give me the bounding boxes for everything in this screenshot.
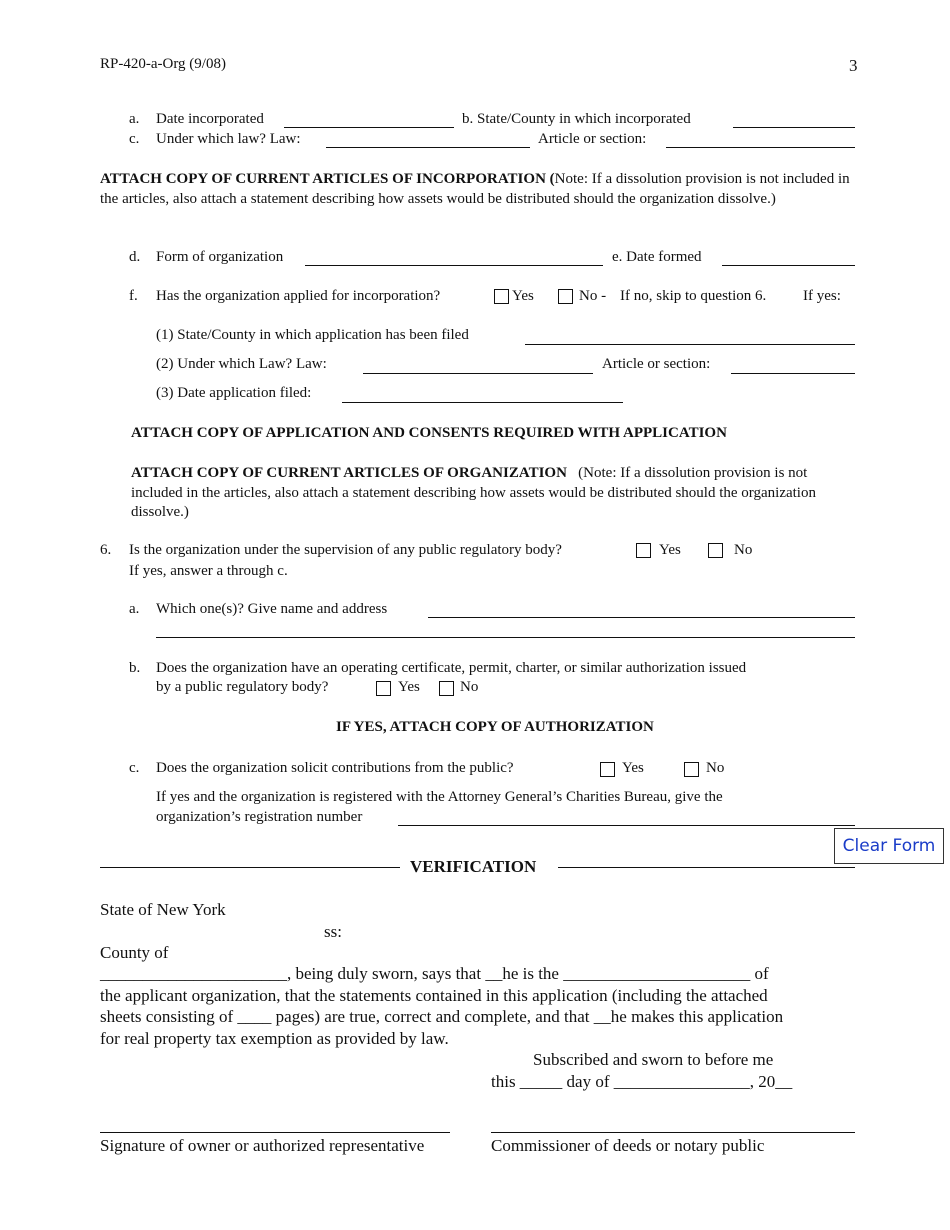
application-law-field[interactable] — [363, 373, 593, 374]
attach-articles-heading: ATTACH COPY OF CURRENT ARTICLES OF INCORPORATION ( — [100, 171, 555, 187]
application-date-field[interactable] — [342, 402, 623, 403]
attach-organization-note — [131, 464, 861, 523]
application-state-county-field[interactable] — [525, 344, 855, 345]
application-law-label: (2) Under which Law? Law: — [156, 356, 327, 372]
applied-yes-label: Yes — [512, 288, 534, 304]
attach-articles-note — [100, 170, 860, 209]
date-incorporated-field[interactable] — [284, 127, 454, 128]
notary-signature-field[interactable] — [491, 1132, 855, 1133]
law-label: Under which law? Law: — [156, 131, 301, 147]
registration-number-field[interactable] — [398, 825, 855, 826]
regulatory-yes-checkbox[interactable] — [636, 543, 651, 558]
sworn-statement-line2: the applicant organization, that the statements contained in this application (including the attached — [100, 986, 768, 1005]
regulatory-body-name-field[interactable] — [428, 617, 855, 618]
authorization-question-line1: Does the organization have an operating certificate, permit, charter, or similar authorization issued — [156, 660, 747, 676]
attach-organization-note-text: (Note: If a dissolution provision is not included in the articles, also attach a statement describing how assets would be distributed should the organization dissolve.) — [131, 465, 816, 520]
state-county-incorporated-field[interactable] — [733, 127, 855, 128]
sworn-statement-line4: for real property tax exemption as provided by law. — [100, 1029, 449, 1048]
law-field[interactable] — [326, 147, 530, 148]
authorization-question-line2: by a public regulatory body? — [156, 679, 329, 695]
state-label: State of New York — [100, 900, 226, 919]
regulatory-yes-label: Yes — [659, 542, 681, 558]
owner-signature-label: Signature of owner or authorized representative — [100, 1136, 425, 1155]
state-county-incorporated-label: b. State/County in which incorporated — [462, 111, 691, 127]
application-date-label: (3) Date application filed: — [156, 385, 312, 401]
ss-label: ss: — [324, 922, 342, 941]
attach-articles-note-text: Note: If a dissolution provision is not included in the articles, also attach a statement describing how assets would be distributed should the organization dissolve.) — [100, 171, 850, 207]
registration-number-label: organization’s registration number — [156, 809, 363, 825]
item-6c-letter: c. — [129, 760, 140, 776]
sworn-statement-line1: ______________________, being duly sworn, says that __he is the ______________________ of — [100, 964, 769, 983]
authorization-yes-label: Yes — [398, 679, 420, 695]
solicit-yes-checkbox[interactable] — [600, 762, 615, 777]
authorization-no-checkbox[interactable] — [439, 681, 454, 696]
notary-signature-label: Commissioner of deeds or notary public — [491, 1136, 765, 1155]
applied-incorporation-question: Has the organization applied for incorporation? — [156, 288, 441, 304]
item-6a-letter: a. — [129, 601, 140, 617]
solicit-no-label: No — [706, 760, 725, 776]
authorization-no-label: No — [460, 679, 479, 695]
sworn-date-line: this _____ day of ________________, 20__ — [491, 1072, 793, 1091]
date-incorporated-label: Date incorporated — [156, 111, 264, 127]
item-d-letter: d. — [129, 249, 141, 265]
regulatory-no-checkbox[interactable] — [708, 543, 723, 558]
skip-instruction: If no, skip to question 6. — [620, 288, 767, 304]
solicit-yes-label: Yes — [622, 760, 644, 776]
regulatory-body-name-label: Which one(s)? Give name and address — [156, 601, 388, 617]
question-6-number: 6. — [100, 542, 112, 558]
solicit-contributions-question: Does the organization solicit contributions from the public? — [156, 760, 514, 776]
item-c-letter: c. — [129, 131, 140, 147]
verification-title: VERIFICATION — [410, 857, 537, 876]
subscribed-label: Subscribed and sworn to before me — [533, 1050, 774, 1069]
page-number: 3 — [849, 56, 858, 75]
applied-no-checkbox[interactable] — [558, 289, 573, 304]
sworn-statement-line3: sheets consisting of ____ pages) are true, correct and complete, and that __he makes this application — [100, 1007, 784, 1026]
article-section-field[interactable] — [666, 147, 855, 148]
applied-no-label: No - — [579, 288, 607, 304]
application-state-county-label: (1) State/County in which application has been filed — [156, 327, 469, 343]
item-f-letter: f. — [129, 288, 138, 304]
county-label: County of — [100, 943, 169, 962]
if-yes-label: If yes: — [803, 288, 841, 304]
item-6b-letter: b. — [129, 660, 141, 676]
attach-organization-heading: ATTACH COPY OF CURRENT ARTICLES OF ORGANIZATION — [131, 465, 567, 481]
registration-instruction-line1: If yes and the organization is registered with the Attorney General’s Charities Bureau, give the — [156, 789, 723, 805]
answer-instruction: If yes, answer a through c. — [129, 563, 288, 579]
regulatory-body-address-field[interactable] — [156, 637, 855, 638]
article-section-label: Article or section: — [538, 131, 647, 147]
attach-authorization-heading: IF YES, ATTACH COPY OF AUTHORIZATION — [336, 719, 654, 735]
date-formed-field[interactable] — [722, 265, 855, 266]
form-id: RP-420-a-Org (9/08) — [100, 56, 226, 72]
clear-form-button[interactable]: Clear Form — [834, 828, 944, 864]
authorization-yes-checkbox[interactable] — [376, 681, 391, 696]
verification-rule-left — [100, 867, 400, 868]
form-of-organization-label: Form of organization — [156, 249, 284, 265]
regulatory-body-question: Is the organization under the supervision of any public regulatory body? — [129, 542, 562, 558]
solicit-no-checkbox[interactable] — [684, 762, 699, 777]
application-article-label: Article or section: — [602, 356, 711, 372]
owner-signature-field[interactable] — [100, 1132, 450, 1133]
applied-yes-checkbox[interactable] — [494, 289, 509, 304]
application-article-field[interactable] — [731, 373, 855, 374]
attach-application-heading: ATTACH COPY OF APPLICATION AND CONSENTS REQUIRED WITH APPLICATION — [131, 425, 727, 441]
regulatory-no-label: No — [734, 542, 753, 558]
verification-rule-right — [558, 867, 855, 868]
item-a-letter: a. — [129, 111, 140, 127]
date-formed-label: e. Date formed — [612, 249, 702, 265]
form-of-organization-field[interactable] — [305, 265, 603, 266]
